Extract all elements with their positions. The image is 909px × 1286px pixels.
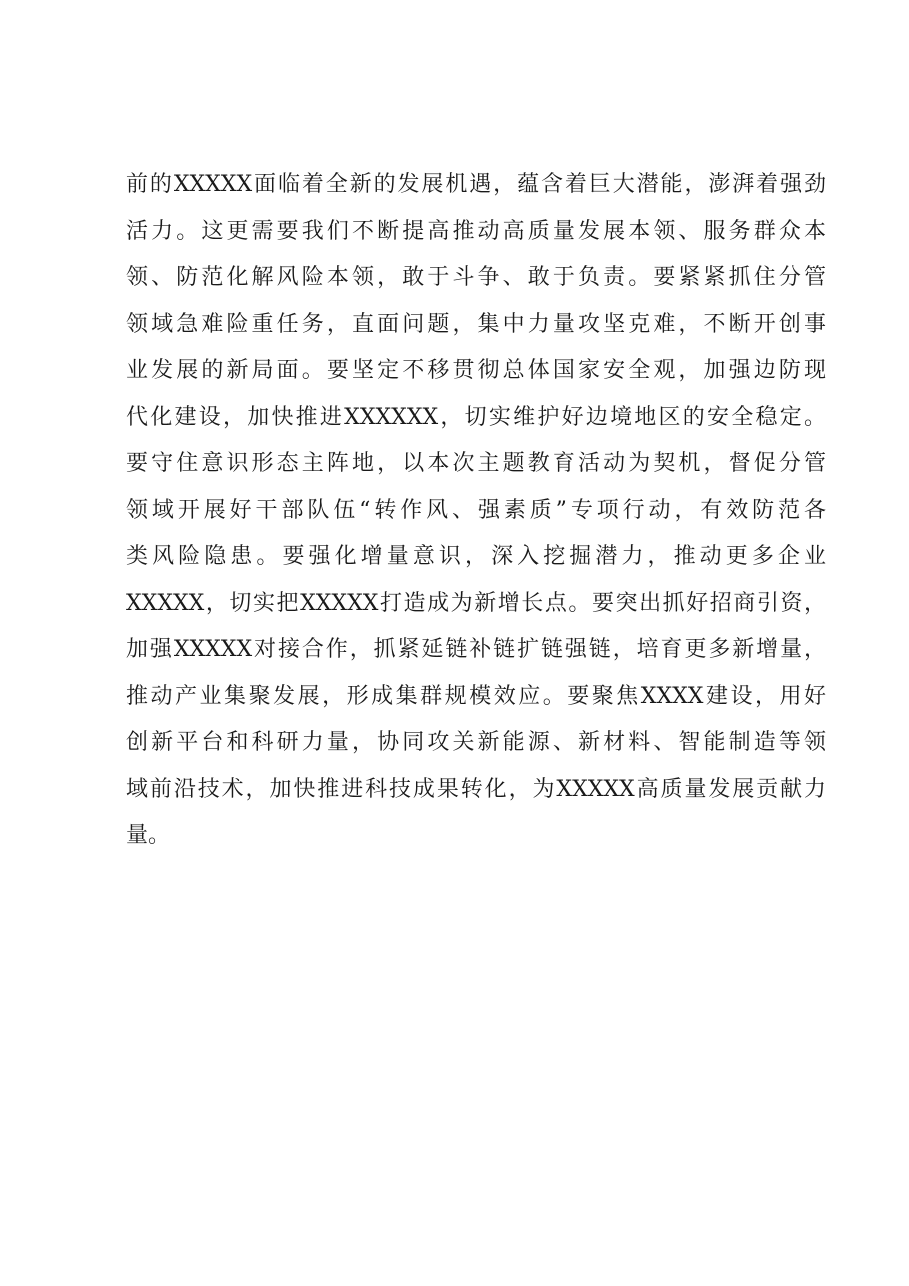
paragraph-line: 领域开展好干部队伍“转作风、强素质”专项行动，有效防范各 — [126, 497, 826, 523]
paragraph-line: 要守住意识形态主阵地，以本次主题教育活动为契机，督促分管 — [126, 451, 826, 476]
paragraph-line: 域前沿技术，加快推进科技成果转化，为XXXXX高质量发展贡献力 — [126, 776, 826, 802]
paragraph-line: 加强XXXXX对接合作，抓紧延链补链扩链强链，培育更多新增量， — [126, 637, 826, 662]
body-paragraph — [126, 162, 826, 860]
paragraph-line: 代化建设，加快推进XXXXXX，切实维护好边境地区的安全稳定。 — [126, 404, 826, 430]
paragraph-line: XXXXX，切实把XXXXX打造成为新增长点。要突出抓好招商引资， — [126, 590, 826, 616]
paragraph-line: 前的XXXXX面临着全新的发展机遇，蕴含着巨大潜能，澎湃着强劲 — [126, 172, 826, 197]
paragraph-line: 类风险隐患。要强化增量意识，深入挖掘潜力，推动更多企业 — [126, 544, 826, 569]
paragraph-line: 领、防范化解风险本领，敢于斗争、敢于负责。要紧紧抓住分管 — [126, 265, 826, 290]
paragraph-line: 业发展的新局面。要坚定不移贯彻总体国家安全观，加强边防现 — [126, 358, 826, 383]
paragraph-line: 活力。这更需要我们不断提高推动高质量发展本领、服务群众本 — [126, 218, 826, 244]
paragraph-line: 推动产业集聚发展，形成集群规模效应。要聚焦XXXX建设，用好 — [126, 683, 826, 709]
paragraph-line: 创新平台和科研力量，协同攻关新能源、新材料、智能制造等领 — [126, 730, 826, 755]
paragraph-line: 领域急难险重任务，直面问题，集中力量攻坚克难，不断开创事 — [126, 311, 826, 337]
paragraph-line: 量。 — [126, 823, 171, 848]
